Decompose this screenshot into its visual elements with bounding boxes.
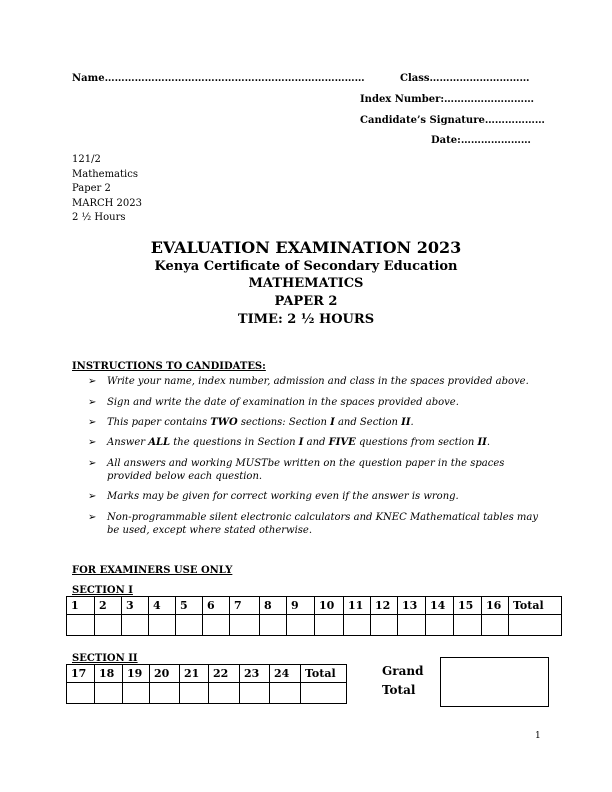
instruction-item: ➢ Marks may be given for correct working even if the answer is wrong. bbox=[88, 491, 459, 502]
total-score-cell[interactable] bbox=[301, 683, 347, 704]
score-cell[interactable] bbox=[371, 615, 398, 636]
question-number-cell: 17 bbox=[67, 665, 95, 683]
paper-subject: Mathematics bbox=[72, 168, 138, 180]
grand-total-box[interactable] bbox=[440, 657, 549, 707]
grand-total-label: Grand Total bbox=[382, 664, 424, 697]
score-cell[interactable] bbox=[454, 615, 482, 636]
certificate-title: Kenya Certificate of Secondary Education bbox=[154, 259, 458, 274]
question-number-cell: 16 bbox=[482, 597, 509, 615]
score-cell[interactable] bbox=[482, 615, 509, 636]
question-number-cell: 1 bbox=[67, 597, 95, 615]
class-field[interactable]: Class………………………… bbox=[400, 73, 530, 84]
arrow-bullet-icon: ➢ bbox=[88, 397, 97, 408]
page-number: 1 bbox=[535, 731, 541, 741]
name-field[interactable]: Name…………………………………………………………………… bbox=[72, 73, 365, 84]
section2-heading: SECTION II bbox=[72, 653, 138, 664]
section1-score-table bbox=[66, 596, 562, 636]
question-number-cell: 19 bbox=[123, 665, 150, 683]
question-number-cell: 13 bbox=[398, 597, 426, 615]
total-header-cell: Total bbox=[301, 665, 347, 683]
score-cell[interactable] bbox=[95, 683, 123, 704]
score-cell[interactable] bbox=[203, 615, 230, 636]
question-number-cell: 22 bbox=[209, 665, 240, 683]
instruction-item: ➢ Write your name, index number, admission and class in the spaces provided above. bbox=[88, 376, 529, 387]
score-cell[interactable] bbox=[260, 615, 287, 636]
section2-header-row bbox=[67, 665, 347, 683]
question-number-cell: 14 bbox=[426, 597, 454, 615]
question-number-cell: 5 bbox=[176, 597, 203, 615]
instruction-item: ➢ All answers and working MUSTbe written on the question paper in the spaces provided below each question. bbox=[88, 458, 505, 482]
time-title: TIME: 2 ½ HOURS bbox=[237, 312, 375, 327]
question-number-cell: 20 bbox=[150, 665, 180, 683]
date-field[interactable]: Date:………………… bbox=[431, 135, 531, 146]
arrow-bullet-icon: ➢ bbox=[88, 417, 97, 428]
section2-score-row bbox=[67, 683, 347, 704]
score-cell[interactable] bbox=[149, 615, 176, 636]
question-number-cell: 18 bbox=[95, 665, 123, 683]
signature-field[interactable]: Candidate’s Signature……………… bbox=[360, 115, 545, 126]
score-cell[interactable] bbox=[122, 615, 149, 636]
section1-heading: SECTION I bbox=[72, 585, 133, 596]
score-cell[interactable] bbox=[150, 683, 180, 704]
score-cell[interactable] bbox=[180, 683, 209, 704]
paper-title: PAPER 2 bbox=[274, 294, 338, 309]
score-cell[interactable] bbox=[230, 615, 260, 636]
arrow-bullet-icon: ➢ bbox=[88, 491, 97, 502]
paper-duration: 2 ½ Hours bbox=[72, 212, 126, 223]
question-number-cell: 3 bbox=[122, 597, 149, 615]
paper-meta bbox=[72, 153, 142, 226]
instruction-item: ➢ Answer ALL the questions in Section I and FIVE questions from section II. bbox=[88, 437, 491, 448]
paper-date: MARCH 2023 bbox=[72, 197, 142, 209]
question-number-cell: 11 bbox=[344, 597, 371, 615]
arrow-bullet-icon: ➢ bbox=[88, 376, 97, 387]
question-number-cell: 2 bbox=[95, 597, 122, 615]
score-cell[interactable] bbox=[344, 615, 371, 636]
question-number-cell: 24 bbox=[270, 665, 301, 683]
instruction-item: ➢ This paper contains TWO sections: Section I and Section II. bbox=[88, 417, 414, 428]
arrow-bullet-icon: ➢ bbox=[88, 458, 97, 469]
question-number-cell: 8 bbox=[260, 597, 287, 615]
score-cell[interactable] bbox=[176, 615, 203, 636]
question-number-cell: 6 bbox=[203, 597, 230, 615]
exam-title: EVALUATION EXAMINATION 2023 bbox=[150, 238, 462, 257]
examiners-heading: FOR EXAMINERS USE ONLY bbox=[72, 565, 233, 576]
question-number-cell: 23 bbox=[240, 665, 270, 683]
score-cell[interactable] bbox=[123, 683, 150, 704]
question-number-cell: 7 bbox=[230, 597, 260, 615]
question-number-cell: 9 bbox=[287, 597, 315, 615]
section1-header-row bbox=[67, 597, 562, 615]
score-cell[interactable] bbox=[209, 683, 240, 704]
score-cell[interactable] bbox=[287, 615, 315, 636]
instruction-item: ➢ Sign and write the date of examination in the spaces provided above. bbox=[88, 397, 459, 408]
score-cell[interactable] bbox=[398, 615, 426, 636]
total-header-cell: Total bbox=[509, 597, 562, 615]
score-cell[interactable] bbox=[95, 615, 122, 636]
arrow-bullet-icon: ➢ bbox=[88, 437, 97, 448]
paper-number: Paper 2 bbox=[72, 183, 111, 194]
question-number-cell: 12 bbox=[371, 597, 398, 615]
question-number-cell: 15 bbox=[454, 597, 482, 615]
question-number-cell: 10 bbox=[315, 597, 344, 615]
total-score-cell[interactable] bbox=[509, 615, 562, 636]
paper-code: 121/2 bbox=[72, 154, 101, 165]
arrow-bullet-icon: ➢ bbox=[88, 512, 97, 523]
instruction-item: ➢ Non-programmable silent electronic calculators and KNEC Mathematical tables may be used, except where stated otherwise. bbox=[88, 512, 539, 536]
score-cell[interactable] bbox=[315, 615, 344, 636]
index-number-field[interactable]: Index Number:……………………… bbox=[360, 94, 535, 105]
instructions-heading: INSTRUCTIONS TO CANDIDATES: bbox=[72, 361, 266, 372]
score-cell[interactable] bbox=[270, 683, 301, 704]
score-cell[interactable] bbox=[240, 683, 270, 704]
subject-title: MATHEMATICS bbox=[248, 276, 364, 291]
section2-score-table bbox=[66, 664, 347, 704]
score-cell[interactable] bbox=[426, 615, 454, 636]
score-cell[interactable] bbox=[67, 683, 95, 704]
question-number-cell: 21 bbox=[180, 665, 209, 683]
section1-score-row bbox=[67, 615, 562, 636]
question-number-cell: 4 bbox=[149, 597, 176, 615]
score-cell[interactable] bbox=[67, 615, 95, 636]
